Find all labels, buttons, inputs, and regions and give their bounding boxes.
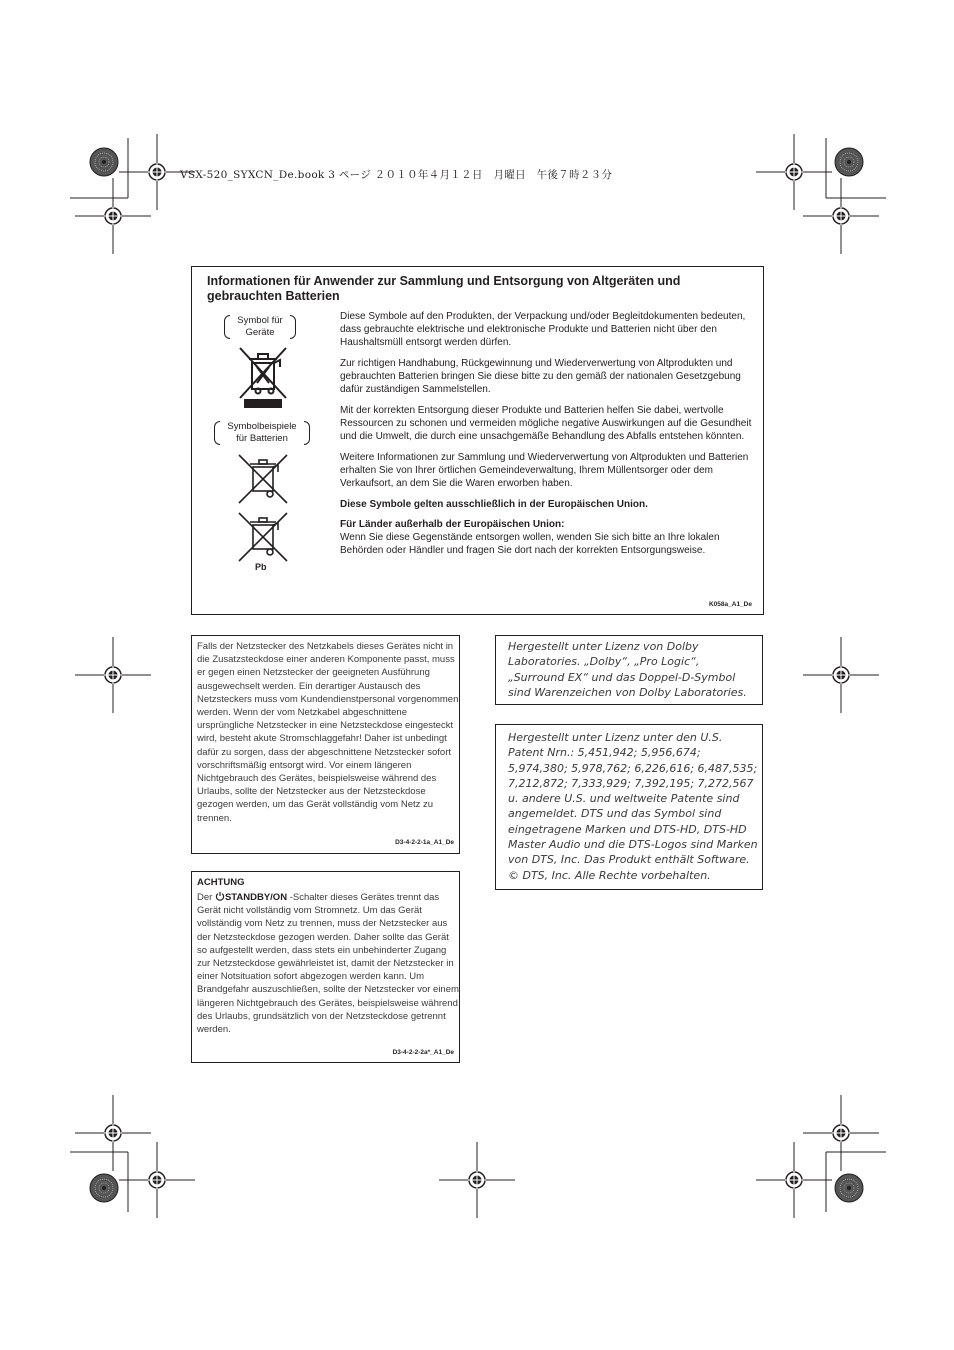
dolby-license-text: Hergestellt unter Lizenz von Dolby Laboratories. „Dolby“, „Pro Logic“, „Surround EX“ und das Doppel-D-Symbol sind Warenzeichen von Dolby Laboratories. (508, 640, 747, 699)
weee-paragraph: Diese Symbole auf den Produkten, der Verpackung und/oder Begleitdokumenten bedeuten, dass gebrauchte elektrische und elektronische Produkte und Batterien nicht über den Haushaltsmüll entsorgt werden dürfen. (340, 311, 746, 348)
weee-info-box (191, 266, 764, 615)
weee-paragraph: Mit der korrekten Entsorgung dieser Produkte und Batterien helfen Sie dabei, wertvolle Ressourcen zu schonen und vermeiden mögliche negative Auswirkungen auf die Gesundheit und die Umwelt, die durch eine unsachgemäße Behandlung des Abfalls entstehen könnten. (340, 405, 752, 442)
dts-license-box (495, 724, 763, 890)
battery-symbol-label: Symbolbeispiele für Batterien (222, 421, 302, 445)
achtung-box (191, 871, 460, 1063)
crosshair-icon (803, 637, 879, 713)
weee-non-eu-text: Wenn Sie diese Gegenstände entsorgen wollen, wenden Sie sich bitte an Ihre lokalen Behörden oder Händler und fragen Sie dort nach der korrekten Entsorgungsweise. (340, 532, 720, 556)
crossed-bin-device-icon (237, 345, 289, 407)
crossed-bin-battery-icon (237, 453, 289, 505)
crossed-bin-battery-pb-icon (237, 511, 289, 563)
achtung-body: -Schalter dieses Gerätes trennt das Gerät nicht vollständig vom Stromnetz. Um das Gerät vollständig vom Netz zu trennen, muss der Netzstecker aus der Netzsteckdose gezogen werden. Daher sollte das Gerät so aufgestellt werden, dass stets ein unbehinderter Zugang zur Netzsteckdose gewährleistet ist, damit der Netzstecker in einer Notsituation sofort abgezogen werden kann. Um Brandgefahr auszuschließen, sollte der Netzstecker vor einem längeren Nichtgebrauch des Gerätes, beispielsweise während des Urlaubs, grundsätzlich von der Netzsteckdose getrennt werden. (197, 892, 459, 1036)
dts-license-text: Hergestellt unter Lizenz unter den U.S. Patent Nrn.: 5,451,942; 5,956,674; 5,974,380; 5,978,762; 6,226,616; 6,487,535; 7,212,872; 7,333,929; 7,392,195; 7,272,567 u. andere U.S. und weltweite Patente sind angemeldet. DTS und das Symbol sind eingetragene Marken und DTS-HD, DTS-HD Master Audio und die DTS-Logos sind Marken von DTS, Inc. Das Produkt enthält Software. © DTS, Inc. Alle Rechte vorbehalten. (508, 731, 758, 882)
crosshair-icon (75, 178, 151, 254)
weee-title: Informationen für Anwender zur Sammlung und Entsorgung von Altgeräten und gebrauchten Batterien (207, 274, 681, 303)
registration-star-icon (835, 148, 863, 176)
crosshair-icon (803, 1095, 879, 1171)
achtung-title: ACHTUNG (197, 877, 245, 888)
standby-button-reference (215, 892, 287, 903)
registration-star-icon (90, 148, 118, 176)
achtung-prefix: Der (197, 892, 215, 903)
device-symbol-label: Symbol für Geräte (232, 315, 288, 339)
plug-notice-code: D3-4-2-2-1a_A1_De (395, 839, 454, 846)
weee-paragraph: Weitere Informationen zur Sammlung und Wiederverwertung von Altprodukten und Batterien erhalten Sie von Ihrer örtlichen Gemeindeverwaltung, Ihrem Müllentsorger oder dem Verkaufsort, an dem Sie die Waren erworben haben. (340, 452, 749, 489)
crosshair-icon (439, 1142, 515, 1218)
crosshair-icon (756, 134, 832, 210)
weee-eu-only: Diese Symbole gelten ausschließlich in der Europäischen Union. (340, 499, 648, 510)
crosshair-icon (756, 1142, 832, 1218)
crosshair-icon (803, 178, 879, 254)
achtung-text (197, 891, 459, 1036)
registration-star-icon (835, 1174, 863, 1202)
power-icon (215, 891, 225, 901)
registration-star-icon (90, 1174, 118, 1202)
crosshair-icon (119, 1142, 195, 1218)
plug-notice-box (191, 635, 460, 854)
crosshair-icon (75, 1095, 151, 1171)
weee-non-eu-heading: Für Länder außerhalb der Europäischen Union: (340, 519, 565, 530)
dolby-license-box (495, 635, 763, 705)
achtung-code: D3-4-2-2-2a*_A1_De (392, 1049, 454, 1056)
pb-label: Pb (255, 562, 267, 572)
weee-text-column (340, 310, 752, 565)
plug-notice-text: Falls der Netzstecker des Netzkabels dieses Gerätes nicht in die Zusatzsteckdose einer anderen Komponente passt, muss er gegen einen Netzstecker der geeigneten Ausführung ausgewechselt werden. Ein derartiger Austausch des Netzsteckers muss vom Kundendienstpersonal vorgenommen werden. Wenn der vom Netzkabel abgeschnittene ursprüngliche Netzstecker in eine Netzsteckdose eingesteckt wird, besteht akute Stromschlaggefahr! Daher ist unbedingt dafür zu sorgen, dass der abgeschnittene Netzstecker sofort vorschriftsmäßig entsorgt wird. Vor einem längeren Nichtgebrauch des Gerätes, beispielsweise während des Urlaubs, sollte der Netzstecker aus der Netzsteckdose gezogen werden, um das Gerät vollständig vom Netz zu trennen. (197, 641, 459, 824)
crosshair-icon (75, 637, 151, 713)
weee-paragraph: Zur richtigen Handhabung, Rückgewinnung und Wiederverwertung von Altprodukten und gebrauchten Batterien bringen Sie diese bitte zu den gemäß der nationalen Gesetzgebung dafür zuständigen Sammelstellen. (340, 358, 741, 395)
weee-code: K058a_A1_De (708, 601, 752, 608)
file-header-line: VSX-520_SYXCN_De.book 3 ページ ２０１０年４月１２日 月曜日 午後７時２３分 (180, 169, 613, 181)
black-bar-marker (244, 399, 282, 408)
standby-on-label: STANDBY/ON (224, 892, 288, 903)
